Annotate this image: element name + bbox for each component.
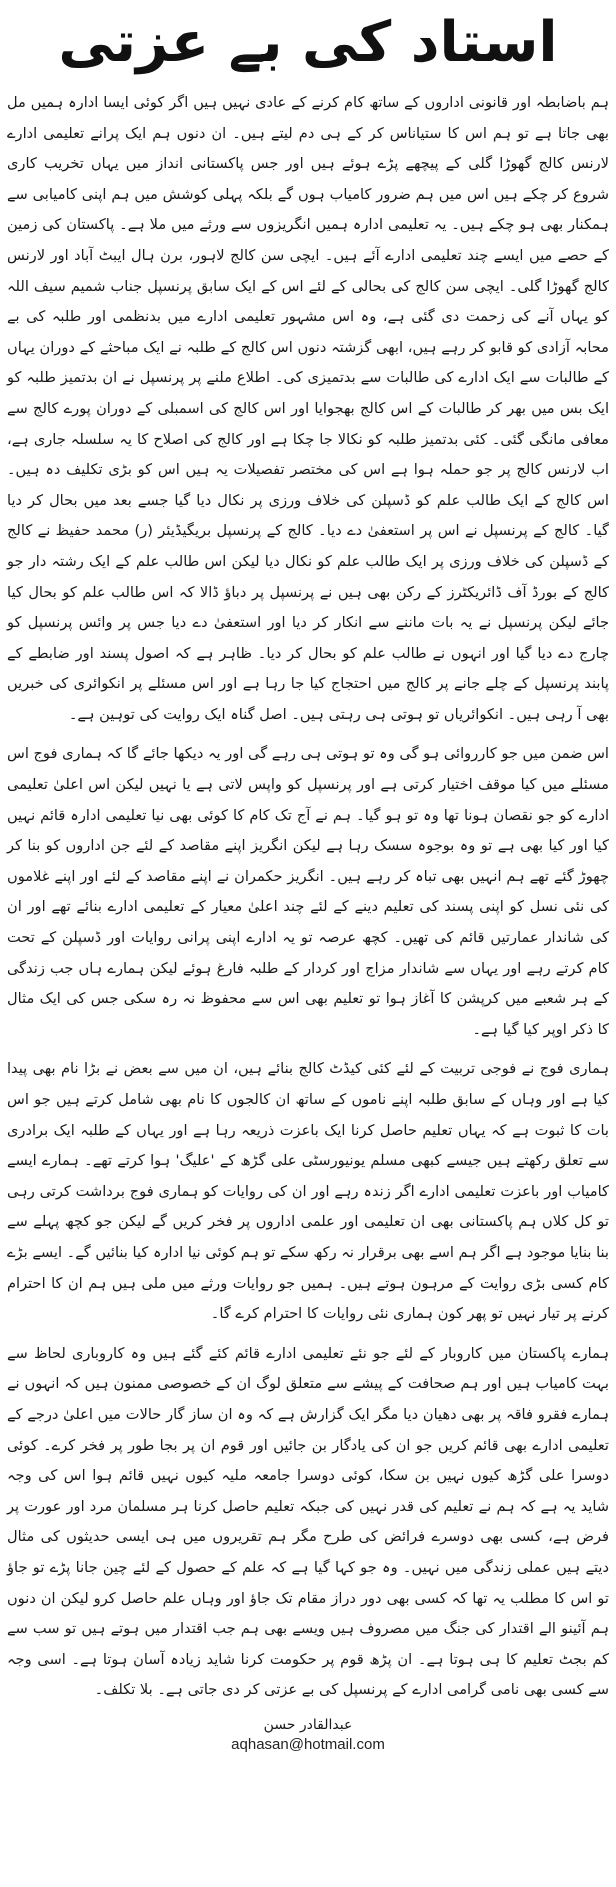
paragraph-3: ہماری فوج نے فوجی تربیت کے لئے کئی کیڈٹ کالج بنائے ہیں، ان میں سے بعض نے بڑا نام بھی پیدا کیا ہے اور وہاں کے سابق طلبہ اپنے ناموں کے ساتھ ان کالجوں کا نام بھی شامل کرتے ہیں جو اس بات کا ثبوت ہے کہ یہاں تعلیم حاصل کرنا ایک باعزت ذریعہ رہا ہے اور یہاں کے طلبہ ایک برادری سے تعلق رکھتے ہیں جیسے کبھی مسلم یونیورسٹی علی گڑھ کے 'علیگ' ہوا کرتے تھے۔ ہمارے ایسے کامیاب اور باعزت تعلیمی ادارے اگر زندہ رہے اور ان کی روایات کو ہماری فوج برداشت کرتی رہی تو کل کلاں ہم پاکستانی بھی ان تعلیمی اور علمی اداروں پر فخر کریں گے لیکن جو کچھ پہلے سے بنا بنایا موجود ہے اگر ہم اسے بھی برقرار نہ رکھ سکے تو ہم کوئی نیا ادارہ کیا بنائیں گے۔ ایسے بڑے کام کسی بڑی روایت کے مرہون ہوتے ہیں۔ ہمیں جو روایات ورثے میں ملی ہیں ہم ان کا احترام کرنے پر تیار نہیں تو پھر کون ہماری نئی روایات کا احترام کرے گا۔ xyxy=(7,1060,609,1323)
article-body xyxy=(6,88,610,1706)
author-byline: عبدالقادر حسن xyxy=(263,1716,353,1733)
paragraph-4: ہمارے پاکستان میں کاروبار کے لئے جو نئے تعلیمی ادارے قائم کئے گئے ہیں وہ کاروباری لحاظ سے بہت کامیاب ہیں اور ہم صحافت کے پیشے سے متعلق لوگ ان کے خصوصی ممنون ہیں کہ انہوں نے ہمارے فقرو فاقہ پر بھی دھیان دیا مگر ایک گزارش ہے کہ وہ ان ساز گار حالات میں اعلیٰ درجے کے تعلیمی ادارے بھی قائم کریں جو ان کی یادگار بن جائیں اور قوم ان پر بجا طور پر فخر کرے۔ کوئی دوسرا علی گڑھ کیوں نہیں بن سکا، کوئی دوسرا جامعہ ملیہ کیوں نہیں قائم ہوا اس کی وجہ شاید یہ ہے کہ ہم نے تعلیم کی قدر نہیں کی جبکہ تعلیم حاصل کرنا ہر مسلمان مرد اور عورت پر فرض ہے، کسی بھی دوسرے فرائض کی طرح مگر ہم تقریروں میں ہی ایسی حدیثوں کی مثال دیتے ہیں عملی زندگی میں نہیں۔ وہ جو کہا گیا ہے کہ علم کے حصول کے لئے چین جانا پڑے تو جاؤ تو اس کا مطلب یہ تھا کہ کسی بھی دور دراز مقام تک جاؤ اور وہاں علم حاصل کرو لیکن ان دنوں ہم آئینو الے اقتدار کی جنگ میں مصروف ہیں ویسے بھی ہم جب اقتدار میں ہوتے ہیں تو سب سے کم بجٹ تعلیم کا ہی ہوتا ہے۔ ان پڑھ قوم پر حکومت کرنا شاید زیادہ آسان ہوتا ہے۔ اسی وجہ سے کسی بھی نامی گرامی ادارے کے پرنسپل کی بے عزتی کر دی جاتی ہے۔ بلا تکلف۔ xyxy=(7,1344,609,1699)
paragraph-2: اس ضمن میں جو کارروائی ہو گی وہ تو ہوتی ہی رہے گی اور یہ دیکھا جائے گا کہ ہماری فوج اس مسئلے میں کیا موقف اختیار کرتی ہے اور پرنسپل کو واپس لاتی ہے یا نہیں لیکن اس اعلیٰ تعلیمی ادارے کو جو نقصان ہونا تھا وہ تو ہو گیا۔ ہم نے آج تک کام کا کوئی بھی نیا تعلیمی ادارہ قائم نہیں کیا اور کیا بھی ہے تو وہ بوجوہ سسک رہا ہے لیکن انگریز اپنے مقاصد کے لئے جن اداروں کو بنا کر چھوڑ گئے تھے ہم انہیں بھی تباہ کر رہے ہیں۔ انگریز حکمران نے اپنے مقاصد کے لئے اور اپنے غلاموں کی نئی نسل کو اپنی پسند کی تعلیم دینے کے لئے چند اعلیٰ معیار کے تعلیمی ادارے بنائے تھے اور ان کی شاندار عمارتیں قائم کی تھیں۔ کچھ عرصہ تو یہ ادارے اپنی پرانی روایات اور ڈسپلن کے تحت کام کرتے رہے اور یہاں سے شاندار مزاج اور کردار کے طلبہ فارغ ہوئے لیکن ہمارے ہاں جب زندگی کے ہر شعبے میں کرپشن کا آغاز ہوا تو تعلیم بھی اس سے محفوظ نہ رہ سکی جس کی ایک مثال کا ذکر اوپر کیا گیا ہے۔ xyxy=(7,745,609,1038)
headline: استاد کی بے عزتی xyxy=(58,10,558,75)
author-email[interactable]: aqhasan@hotmail.com xyxy=(231,1735,385,1753)
paragraph-1: ہم باضابطہ اور قانونی اداروں کے ساتھ کام کرنے کے عادی نہیں ہیں اگر کوئی ایسا ادارہ ہمیں مل بھی جاتا ہے تو ہم اس کا ستیاناس کر کے ہی دم لیتے ہیں۔ ان دنوں ہم ایک پرانے تعلیمی ادارے لارنس کالج گھوڑا گلی کے پیچھے پڑے ہوئے ہیں اور جس پاکستانی انداز میں یہاں تخریب کاری شروع کر چکے ہیں اس میں ہم ضرور کامیاب ہوں گے بلکہ پہلی کوشش میں ہم اپنی کامیابی سے ہمکنار بھی ہو چکے ہیں۔ یہ تعلیمی ادارہ ہمیں انگریزوں سے ورثے میں ملا ہے۔ پاکستان کی زمین کے حصے میں ایسے چند تعلیمی ادارے آئے ہیں۔ ایچی سن کالج لاہور، برن ہال ایبٹ آباد اور لارنس کالج گھوڑا گلی۔ ایچی سن کالج کی بحالی کے لئے اس کے ایک سابق پرنسپل جناب شمیم سیف اللہ کو یہاں آنے کی زحمت دی گئی ہے، وہ اس مشہور تعلیمی ادارے میں بدنظمی اور طلبہ کی بے محابہ آزادی کو قابو کر رہے ہیں، ابھی گزشتہ دنوں اس کالج کے طلبہ نے ایک مباحثے کے دوران یہاں کے طالبات سے ایک ادارے کی طالبات سے بدتمیزی کی۔ اطلاع ملنے پر پرنسپل نے ان بدتمیز طلبہ کو ایک بس میں بھر کر طالبات کے اس کالج بھجوایا اور اس کالج کی اسمبلی کے دوران پورے کالج سے معافی مانگی گئی۔ کئی بدتمیز طلبہ کو نکالا جا چکا ہے اور کالج کی اصلاح کا یہ سلسلہ جاری ہے، اب لارنس کالج پر جو حملہ ہوا ہے اس کی مختصر تفصیلات یہ ہیں اس کو بڑی تکلیف دہ ہیں۔ اس کالج کے ایک طالب علم کو ڈسپلن کی خلاف ورزی پر نکال دیا گیا جسے بعد میں بحال کر دیا گیا۔ کالج کے پرنسپل نے اس پر استعفیٰ دے دیا۔ کالج کے پرنسپل بریگیڈیئر (ر) محمد حفیظ نے کالج کے ڈسپلن کی خلاف ورزی پر ایک طالب علم کو نکال دیا لیکن اس طالب علم کے ایک رشتہ دار جو کالج کے بورڈ آف ڈائریکٹرز کے رکن بھی ہیں نے پرنسپل پر دباؤ ڈالا کہ اس طالب علم کو بحال کیا جائے لیکن پرنسپل نے یہ بات ماننے سے انکار کر دیا اور استعفیٰ دے دیا جس پر وائس پرنسپل کو چارج دے دیا گیا اور انہوں نے طالب علم کو بحال کر دیا۔ ظاہر ہے کہ اصول پسند اور ضابطے کے پابند پرنسپل کے چلے جانے پر کالج میں احتجاج کیا جا رہا ہے اور اس مسئلے پر انکوائری کی خبریں بھی آ رہی ہیں۔ انکوائریاں تو ہوتی ہی رہتی ہیں۔ اصل گناہ ایک روایت کی توہین ہے۔ xyxy=(7,94,609,723)
